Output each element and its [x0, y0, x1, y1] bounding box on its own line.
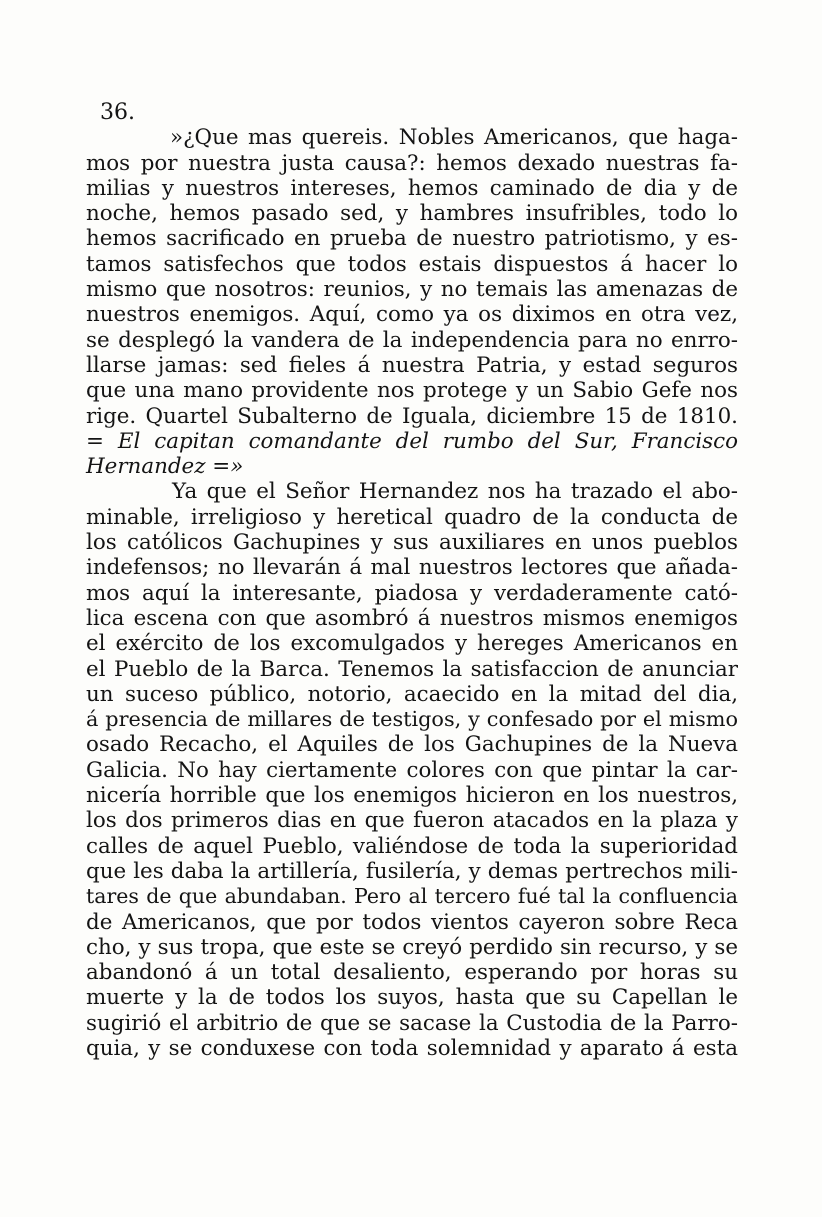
text-line: mismo que nosotros: reunios, y no temais las amenazas de [86, 277, 738, 303]
text-line: cho, y sus tropa, que este se creyó perdido sin recurso, y se [86, 934, 738, 960]
text-line: los dos primeros dias en que fueron atacados en la plaza y [86, 808, 738, 834]
text-line: á presencia de millares de testigos, y confesado por el mismo [86, 707, 738, 732]
text-line: muerte y la de todos los suyos, hasta que su Capellan le [86, 985, 738, 1011]
text-line: milias y nuestros intereses, hemos caminado de dia y de [86, 175, 738, 201]
text-line: tamos satisfechos que todos estais dispuestos á hacer lo [86, 251, 738, 277]
text-line: mos por nuestra justa causa?: hemos dexado nuestras fa- [86, 150, 738, 176]
text-line: se desplegó la vandera de la independencia para no enrro- [86, 327, 738, 353]
text-line: que les daba la artillería, fusilería, y demas pertrechos mili- [86, 858, 738, 884]
text-line: tares de que abundaban. Pero al tercero fué tal la confluencia [86, 884, 738, 909]
text-line: hemos sacrificado en prueba de nuestro patriotismo, y es- [86, 226, 738, 252]
page-number: 36. [100, 100, 135, 125]
text-line: sugirió el arbitrio de que se sacase la Custodia de la Parro- [86, 1010, 738, 1036]
text-line: el Pueblo de la Barca. Tenemos la satisfaccion de anunciar [86, 656, 738, 682]
text-line: mos aquí la interesante, piadosa y verdaderamente cató- [86, 580, 738, 606]
text-line: Galicia. No hay ciertamente colores con que pintar la car- [86, 757, 738, 783]
text-line: lica escena con que asombró á nuestros mismos enemigos [86, 605, 738, 631]
text-line: de Americanos, que por todos vientos cayeron sobre Reca [86, 909, 738, 935]
text-line: el exército de los excomulgados y hereges Americanos en [86, 631, 738, 657]
text-line: llarse jamas: sed fieles á nuestra Patria, y estad seguros [86, 352, 738, 378]
text-line: osado Recacho, el Aquiles de los Gachupines de la Nueva [86, 732, 738, 758]
text-line: »¿Que mas quereis. Nobles Americanos, que haga- [170, 125, 738, 151]
text-line: Ya que el Señor Hernandez nos ha trazado el abo- [172, 479, 738, 505]
text-line: minable, irreligioso y heretical quadro de la conducta de [86, 504, 738, 530]
text-line: abandonó á un total desaliento, esperando por horas su [86, 960, 738, 986]
text-line: noche, hemos pasado sed, y hambres insufribles, todo lo [86, 201, 738, 227]
text-line: los católicos Gachupines y sus auxiliares en unos pueblos [86, 530, 738, 556]
page-text [86, 100, 738, 1061]
text-line: que una mano providente nos protege y un Sabio Gefe nos [86, 378, 738, 404]
signature-line: Hernandez =» [86, 454, 244, 480]
signature-line: = El capitan comandante del rumbo del Sur, Francisco [86, 428, 738, 454]
text-line: indefensos; no llevarán á mal nuestros lectores que añada- [86, 555, 738, 581]
text-line: nicería horrible que los enemigos hicieron en los nuestros, [86, 783, 738, 809]
text-line: nuestros enemigos. Aquí, como ya os diximos en otra vez, [86, 302, 738, 328]
text-line: un suceso público, notorio, acaecido en la mitad del dia, [86, 681, 738, 707]
text-line: quia, y se conduxese con toda solemnidad y aparato á esta [86, 1035, 738, 1061]
text-line: calles de aquel Pueblo, valiéndose de toda la superioridad [86, 833, 738, 859]
text-line: rige. Quartel Subalterno de Iguala, diciembre 15 de 1810. [86, 403, 738, 429]
